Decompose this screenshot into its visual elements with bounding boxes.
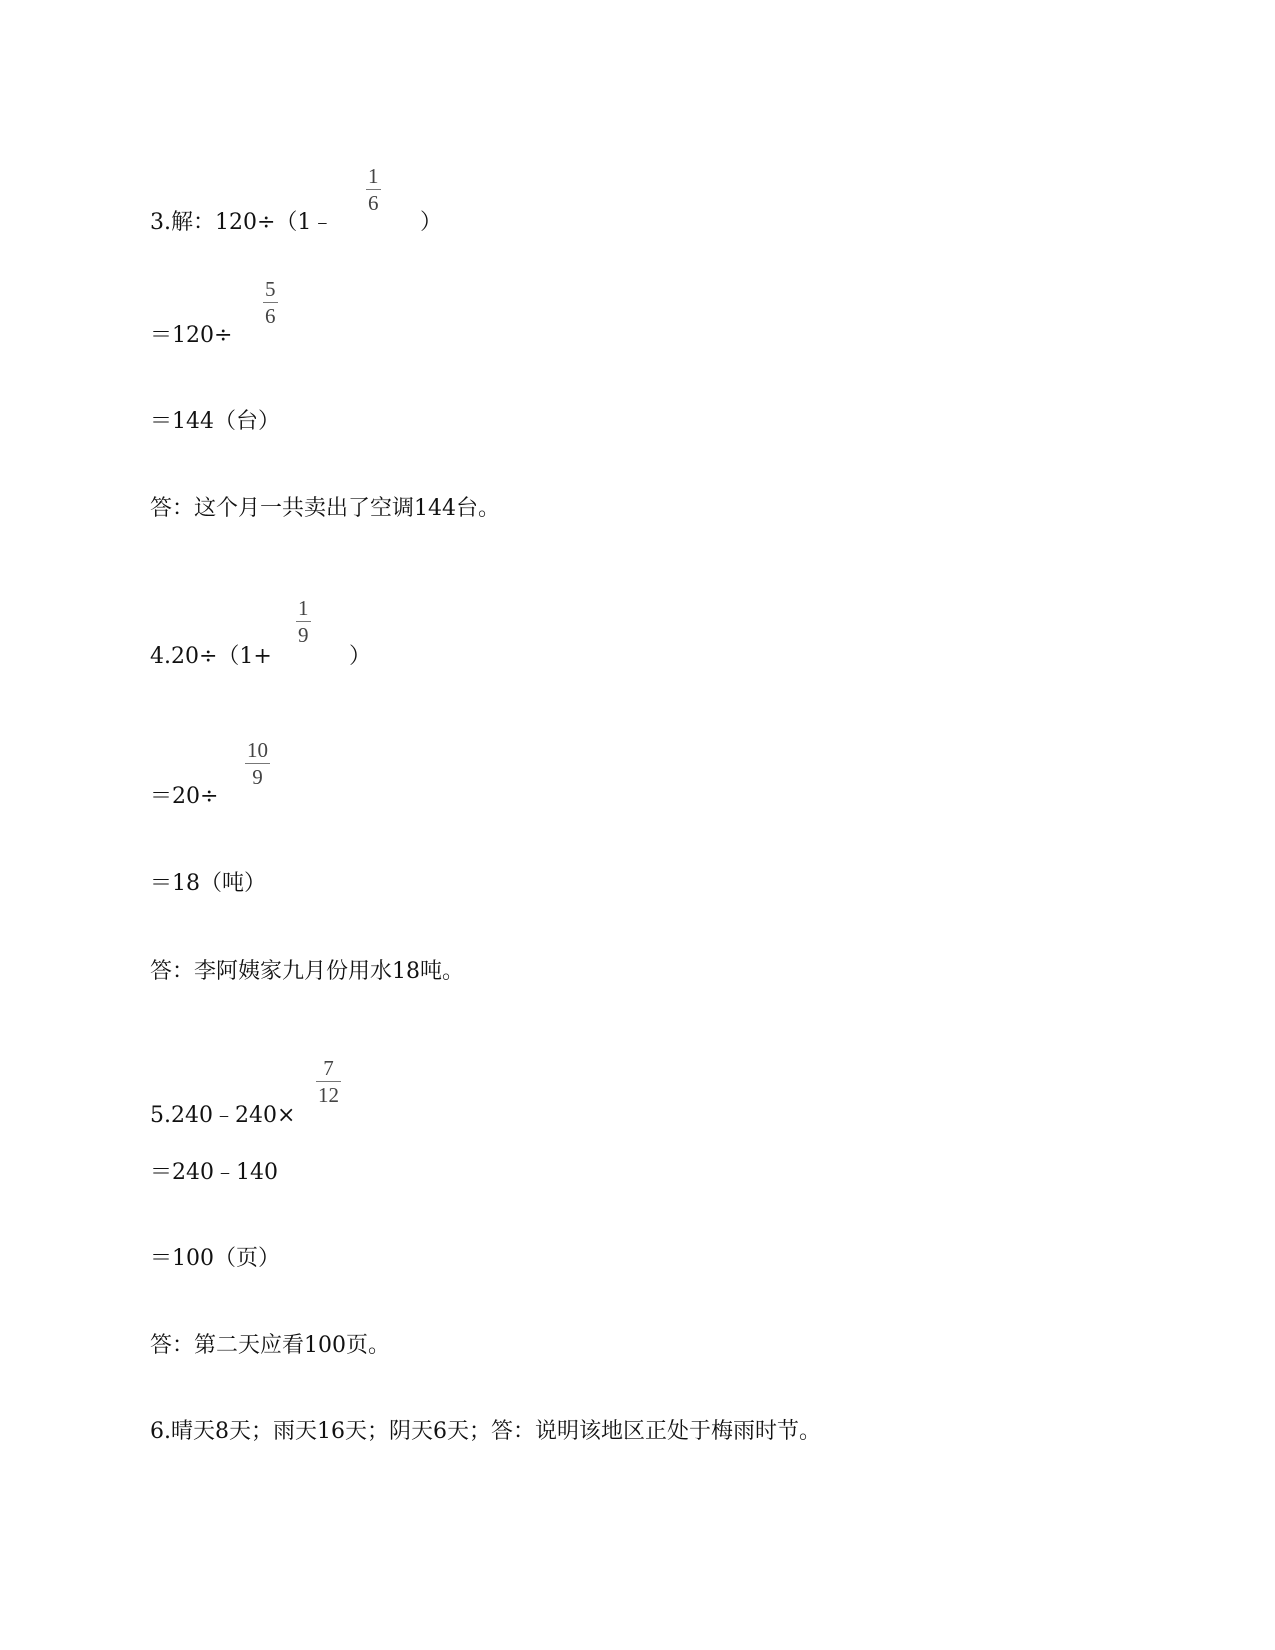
q3-line3: ＝144（台） xyxy=(150,409,280,434)
q3-fraction-1 xyxy=(366,166,381,214)
q5-answer: 答：第二天应看100页。 xyxy=(150,1333,390,1358)
q6-line1: 6.晴天8天；雨天16天；阴天6天；答：说明该地区正处于梅雨时节。 xyxy=(150,1419,821,1444)
q4-fraction-1 xyxy=(296,598,311,646)
q4-answer: 答：李阿姨家九月份用水18吨。 xyxy=(150,959,464,984)
q3-fraction-1-numerator: 1 xyxy=(368,164,379,188)
q4-fraction-2-numerator: 10 xyxy=(247,738,268,762)
q4-fraction-1-denominator: 9 xyxy=(298,623,309,647)
q3-answer: 答：这个月一共卖出了空调144台。 xyxy=(150,496,500,521)
q3-close-paren: ） xyxy=(420,210,443,235)
q5-fraction-1-numerator: 7 xyxy=(323,1056,334,1080)
q3-fraction-2-denominator: 6 xyxy=(265,304,276,328)
q5-line2: ＝240﹣140 xyxy=(150,1160,278,1185)
q4-fraction-2-denominator: 9 xyxy=(252,765,263,789)
q3-line2: ＝120÷ xyxy=(150,323,233,348)
q3-line1: 3.解：120÷（1﹣ xyxy=(150,210,334,235)
q4-fraction-1-numerator: 1 xyxy=(298,596,309,620)
q4-line2: ＝20÷ xyxy=(150,784,219,809)
q5-fraction-1-denominator: 12 xyxy=(318,1083,339,1107)
q5-line1: 5.240﹣240× xyxy=(150,1103,296,1128)
q4-line3: ＝18（吨） xyxy=(150,871,266,896)
q3-fraction-2 xyxy=(263,279,278,327)
q3-fraction-1-denominator: 6 xyxy=(368,191,379,215)
q4-line1: 4.20÷（1+ xyxy=(150,644,272,669)
q5-line3: ＝100（页） xyxy=(150,1246,280,1271)
q4-fraction-2 xyxy=(245,740,270,788)
q5-fraction-1 xyxy=(316,1058,341,1106)
q3-fraction-2-numerator: 5 xyxy=(265,277,276,301)
q4-close-paren: ） xyxy=(349,644,372,669)
